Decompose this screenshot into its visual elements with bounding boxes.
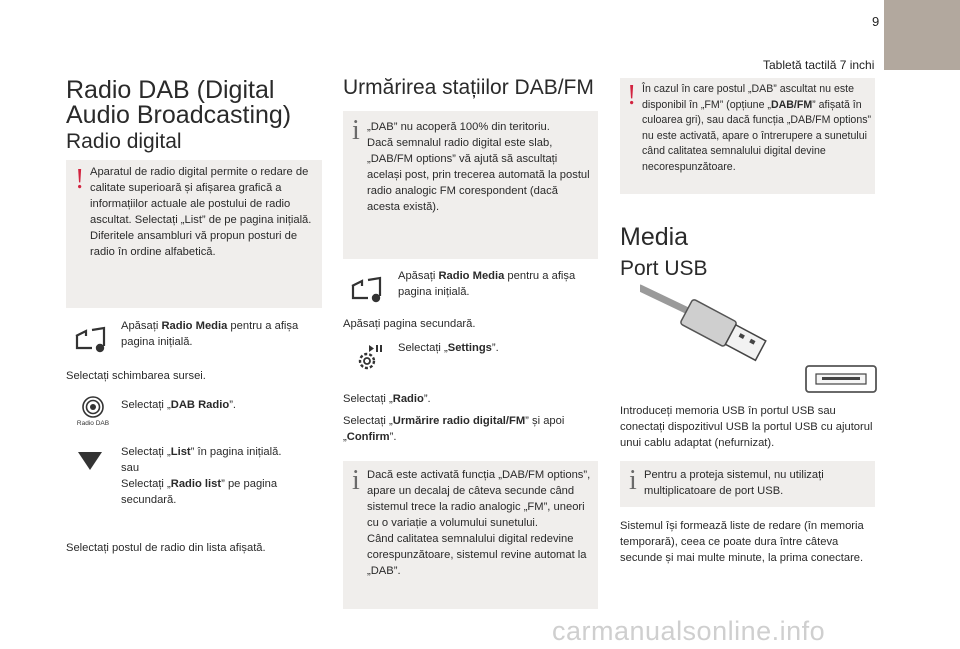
info-box-usb-multiplier (620, 461, 875, 507)
usb-illustration (640, 284, 880, 399)
info-box-dab-coverage (343, 111, 598, 259)
radio-media-icon (74, 326, 110, 356)
step-list: Selectați „List” în pagina inițială. sau Selectați „Radio list” pe pagina secundară. (121, 446, 282, 506)
section-title: Tabletă tactilă 7 inchi (763, 58, 875, 72)
step-radio-media: Apăsați Radio Media pentru a afișa pagina inițială. (121, 320, 299, 348)
warning-box-digital-radio (66, 160, 322, 308)
warning-text-dab-unavailable: În cazul în care postul „DAB” ascultat nu este disponibil în „FM” (opțiune „DAB/FM” afișată în culoarea gri), sau dacă funcția „DAB/FM options” nu este activată, apare o întrerupere a sunetului când calitatea semnalului digital devine necorespunzătoare. (642, 83, 872, 173)
radio-dab-icon-label: Radio DAB (76, 420, 110, 427)
info-icon: i (352, 465, 360, 496)
info-icon: i (629, 465, 637, 496)
warning-icon: ! (75, 164, 85, 195)
line-secondary-page: Apăsați pagina secundară. (343, 318, 476, 330)
line-digital-fm-follow: Selectați „Urmărire radio digital/FM” și apoi „Confirm”. (343, 415, 565, 443)
subtitle-usb-port: Port USB (620, 257, 708, 280)
subtitle-radio-digital: Radio digital (66, 130, 182, 153)
info-text-dab-fm-options: Dacă este activată funcția „DAB/FM options”, apare un decalaj de câteva secunde când sistemul trece la radio analogic „FM”, uneori cu o variație a volumului sunetului. Când calitatea semnalului digital redevine corespunzătoare, sistemul revine automat la „DAB”. (367, 469, 591, 577)
page-tab (884, 0, 960, 70)
title-media: Media (620, 223, 689, 251)
settings-gear-icon (355, 343, 387, 375)
warning-icon: ! (627, 80, 637, 111)
title-dab-fm-tracking: Urmărirea stațiilor DAB/FM (343, 76, 594, 99)
info-text-dab-coverage: „DAB” nu acoperă 100% din teritoriu. Dacă semnalul radio digital este slab, „DAB/FM options” vă ajută să ascultați același post, prin trecerea automată la postul radio analogic FM corespondent (dacă acesta există). (367, 121, 590, 213)
playlist-text: Sistemul își formează liste de redare (în memoria temporară), ceea ce poate dura între câteva secunde și mai multe minute, la prima conectare. (620, 520, 864, 564)
usb-instructions: Introduceți memoria USB în portul USB sau conectați dispozitivul USB la portul USB cu ajutorul unui cablu adaptat (nefurnizat). (620, 405, 873, 449)
radio-dab-icon (70, 395, 116, 427)
watermark: carmanualsonline.info (552, 616, 826, 646)
triangle-down-icon (78, 452, 102, 470)
step-dab-radio: Selectați „DAB Radio”. (121, 399, 237, 411)
info-text-usb-multiplier: Pentru a proteja sistemul, nu utilizați multiplicatoare de port USB. (644, 469, 824, 497)
step-radio-media-2: Apăsați Radio Media pentru a afișa pagina inițială. (398, 270, 576, 298)
page-number: 9 (872, 14, 880, 29)
radio-media-icon (350, 276, 386, 306)
info-icon: i (352, 115, 360, 146)
warning-text: Aparatul de radio digital permite o redare de calitate superioară și afișarea grafică a informațiilor actuale ale postului de radio ascultat. Selectați „List” de pe pagina inițială. Diferitele ansambluri vă propun posturi de radio în ordine alfabetică. (90, 166, 312, 258)
line-change-source: Selectați schimbarea sursei. (66, 370, 206, 382)
step-settings: Selectați „Settings”. (398, 342, 499, 354)
line-select-radio: Selectați „Radio”. (343, 393, 431, 405)
title-radio-dab: Radio DAB (Digital Audio Broadcasting) (66, 76, 292, 129)
warning-box-dab-unavailable (620, 78, 875, 194)
info-box-dab-fm-options (343, 461, 598, 609)
line-select-station: Selectați postul de radio din lista afișată. (66, 542, 266, 554)
